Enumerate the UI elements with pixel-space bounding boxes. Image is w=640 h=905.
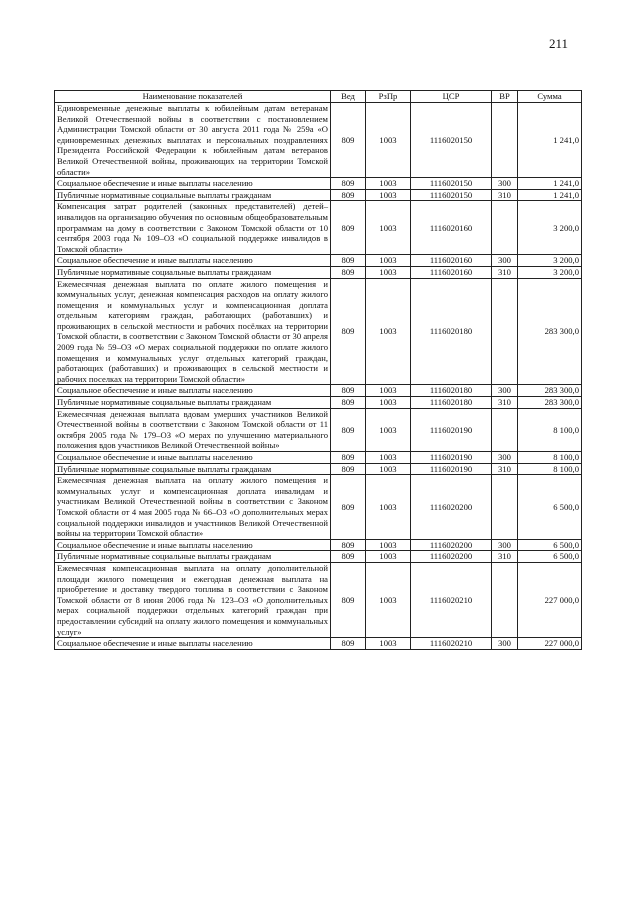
- cell-vr: 310: [492, 397, 518, 409]
- cell-csr: 1116020150: [411, 189, 492, 201]
- cell-vr: 310: [492, 266, 518, 278]
- cell-csr: 1116020150: [411, 103, 492, 178]
- cell-ved: 809: [331, 463, 366, 475]
- cell-csr: 1116020160: [411, 201, 492, 255]
- header-vr: ВР: [492, 91, 518, 103]
- table-row: [55, 551, 582, 563]
- cell-csr: 1116020160: [411, 266, 492, 278]
- table-row: [55, 266, 582, 278]
- cell-ved: 809: [331, 452, 366, 464]
- cell-ved: 809: [331, 201, 366, 255]
- cell-ved: 809: [331, 189, 366, 201]
- table-row: [55, 408, 582, 451]
- cell-name: Публичные нормативные социальные выплаты гражданам: [55, 397, 331, 409]
- cell-vr: 300: [492, 452, 518, 464]
- table-row: [55, 452, 582, 464]
- cell-rzpr: 1003: [366, 397, 411, 409]
- table-header-row: [55, 91, 582, 103]
- cell-ved: 809: [331, 266, 366, 278]
- cell-rzpr: 1003: [366, 255, 411, 267]
- page-number: 211: [549, 36, 569, 51]
- cell-name: Публичные нормативные социальные выплаты гражданам: [55, 189, 331, 201]
- header-ved: Вед: [331, 91, 366, 103]
- cell-rzpr: 1003: [366, 178, 411, 190]
- cell-name: Социальное обеспечение и иные выплаты населению: [55, 452, 331, 464]
- table-row: [55, 255, 582, 267]
- cell-sum: 283 300,0: [518, 385, 582, 397]
- header-rzpr: РзПр: [366, 91, 411, 103]
- cell-name: Социальное обеспечение и иные выплаты населению: [55, 539, 331, 551]
- cell-sum: 283 300,0: [518, 278, 582, 385]
- cell-rzpr: 1003: [366, 278, 411, 385]
- cell-vr: 300: [492, 178, 518, 190]
- cell-rzpr: 1003: [366, 189, 411, 201]
- cell-sum: 6 500,0: [518, 551, 582, 563]
- budget-table: [54, 90, 582, 650]
- table-row: [55, 385, 582, 397]
- cell-name: Социальное обеспечение и иные выплаты населению: [55, 178, 331, 190]
- cell-vr: [492, 103, 518, 178]
- cell-ved: 809: [331, 103, 366, 178]
- cell-ved: 809: [331, 562, 366, 637]
- cell-rzpr: 1003: [366, 539, 411, 551]
- cell-ved: 809: [331, 278, 366, 385]
- cell-ved: 809: [331, 397, 366, 409]
- cell-rzpr: 1003: [366, 385, 411, 397]
- cell-sum: 3 200,0: [518, 201, 582, 255]
- cell-ved: 809: [331, 178, 366, 190]
- cell-sum: 6 500,0: [518, 539, 582, 551]
- cell-vr: 300: [492, 385, 518, 397]
- cell-csr: 1116020180: [411, 397, 492, 409]
- table-body: [55, 103, 582, 650]
- cell-rzpr: 1003: [366, 475, 411, 540]
- table-row: [55, 201, 582, 255]
- cell-sum: 3 200,0: [518, 266, 582, 278]
- header-name: Наименование показателей: [55, 91, 331, 103]
- cell-csr: 1116020210: [411, 562, 492, 637]
- cell-csr: 1116020180: [411, 278, 492, 385]
- cell-sum: 6 500,0: [518, 475, 582, 540]
- cell-sum: 1 241,0: [518, 103, 582, 178]
- cell-rzpr: 1003: [366, 452, 411, 464]
- table-row: [55, 638, 582, 650]
- cell-csr: 1116020190: [411, 408, 492, 451]
- cell-vr: [492, 408, 518, 451]
- cell-name: Социальное обеспечение и иные выплаты населению: [55, 385, 331, 397]
- table-row: [55, 539, 582, 551]
- cell-rzpr: 1003: [366, 463, 411, 475]
- cell-sum: 3 200,0: [518, 255, 582, 267]
- cell-sum: 8 100,0: [518, 463, 582, 475]
- cell-ved: 809: [331, 638, 366, 650]
- cell-sum: 227 000,0: [518, 638, 582, 650]
- cell-csr: 1116020200: [411, 475, 492, 540]
- cell-name: Публичные нормативные социальные выплаты гражданам: [55, 463, 331, 475]
- cell-name: Ежемесячная компенсационная выплата на оплату дополнительной площади жилого помещения и ежегодная денежная выплата на приобретение и доставку твердого топлива в соответствии с Законом Томской области от 8 июня 2006 года № 123–ОЗ «О дополнительных мерах социальной поддержки отдельных категорий граждан при предоставлении субсидий на оплату жилого помещения и коммунальных услуг»: [55, 562, 331, 637]
- cell-vr: [492, 201, 518, 255]
- cell-rzpr: 1003: [366, 201, 411, 255]
- cell-rzpr: 1003: [366, 408, 411, 451]
- cell-sum: 283 300,0: [518, 397, 582, 409]
- cell-vr: 310: [492, 463, 518, 475]
- cell-csr: 1116020190: [411, 463, 492, 475]
- table-row: [55, 178, 582, 190]
- cell-name: Социальное обеспечение и иные выплаты населению: [55, 638, 331, 650]
- cell-rzpr: 1003: [366, 551, 411, 563]
- cell-vr: [492, 475, 518, 540]
- cell-sum: 1 241,0: [518, 178, 582, 190]
- table-row: [55, 103, 582, 178]
- cell-csr: 1116020210: [411, 638, 492, 650]
- cell-name: Ежемесячная денежная выплата вдовам умерших участников Великой Отечественной войны в соответствии с Законом Томской области от 11 октября 2005 года № 179–ОЗ «О мерах по улучшению материального положения вдов участников Великой Отечественной войны»: [55, 408, 331, 451]
- cell-name: Публичные нормативные социальные выплаты гражданам: [55, 266, 331, 278]
- table-row: [55, 475, 582, 540]
- cell-csr: 1116020150: [411, 178, 492, 190]
- cell-ved: 809: [331, 551, 366, 563]
- cell-ved: 809: [331, 255, 366, 267]
- cell-name: Социальное обеспечение и иные выплаты населению: [55, 255, 331, 267]
- cell-sum: 8 100,0: [518, 408, 582, 451]
- table-row: [55, 463, 582, 475]
- table-row: [55, 562, 582, 637]
- cell-vr: 310: [492, 551, 518, 563]
- cell-rzpr: 1003: [366, 562, 411, 637]
- cell-ved: 809: [331, 475, 366, 540]
- cell-sum: 1 241,0: [518, 189, 582, 201]
- cell-sum: 8 100,0: [518, 452, 582, 464]
- cell-rzpr: 1003: [366, 266, 411, 278]
- cell-name: Ежемесячная денежная выплата по оплате жилого помещения и коммунальных услуг, денежная компенсация расходов на оплату жилого помещения и коммунальных услуг и компенсационная доплата отдельным категориям граждан, работающих (работавших) и проживающих в сельской местности и рабочих посёлках на территории Томской области, в соответствии с Законом Томской области от 30 апреля 2009 года № 59–ОЗ «О мерах социальной поддержки по оплате жилого помещения и коммунальных услуг отдельных категорий граждан, работающих (работавших) и проживающих в сельской местности и рабочих поселках на территории Томской области»: [55, 278, 331, 385]
- cell-rzpr: 1003: [366, 638, 411, 650]
- cell-vr: 300: [492, 638, 518, 650]
- cell-sum: 227 000,0: [518, 562, 582, 637]
- header-csr: ЦСР: [411, 91, 492, 103]
- cell-name: Единовременные денежные выплаты к юбилейным датам ветеранам Великой Отечественной войны в соответствии с постановлением Администрации Томской области от 30 августа 2011 года № 259а «О единовременных денежных выплатах и персональных поздравлениях Президента Российской Федерации к юбилейным датам ветеранов Великой Отечественной войны, проживающих на территории Томской области»: [55, 103, 331, 178]
- cell-ved: 809: [331, 408, 366, 451]
- cell-ved: 809: [331, 385, 366, 397]
- cell-csr: 1116020200: [411, 539, 492, 551]
- cell-vr: [492, 278, 518, 385]
- cell-vr: [492, 562, 518, 637]
- cell-vr: 300: [492, 539, 518, 551]
- cell-csr: 1116020180: [411, 385, 492, 397]
- cell-csr: 1116020160: [411, 255, 492, 267]
- cell-csr: 1116020200: [411, 551, 492, 563]
- cell-csr: 1116020190: [411, 452, 492, 464]
- header-sum: Сумма: [518, 91, 582, 103]
- cell-rzpr: 1003: [366, 103, 411, 178]
- table-row: [55, 189, 582, 201]
- table-row: [55, 397, 582, 409]
- cell-name: Публичные нормативные социальные выплаты гражданам: [55, 551, 331, 563]
- cell-name: Ежемесячная денежная выплата на оплату жилого помещения и коммунальных услуг и компенсационная доплата инвалидам и участникам Великой Отечественной войны в соответствии с Законом Томской области от 4 мая 2005 года № 66–ОЗ «О дополнительных мерах социальной поддержки инвалидов и участников Великой Отечественной войны на территории Томской области»: [55, 475, 331, 540]
- cell-ved: 809: [331, 539, 366, 551]
- cell-name: Компенсация затрат родителей (законных представителей) детей–инвалидов на организацию обучения по основным общеобразовательным программам на дому в соответствии с Законом Томской области от 10 сентября 2003 года № 109–ОЗ «О социальной поддержке инвалидов в Томской области»: [55, 201, 331, 255]
- table-row: [55, 278, 582, 385]
- cell-vr: 300: [492, 255, 518, 267]
- cell-vr: 310: [492, 189, 518, 201]
